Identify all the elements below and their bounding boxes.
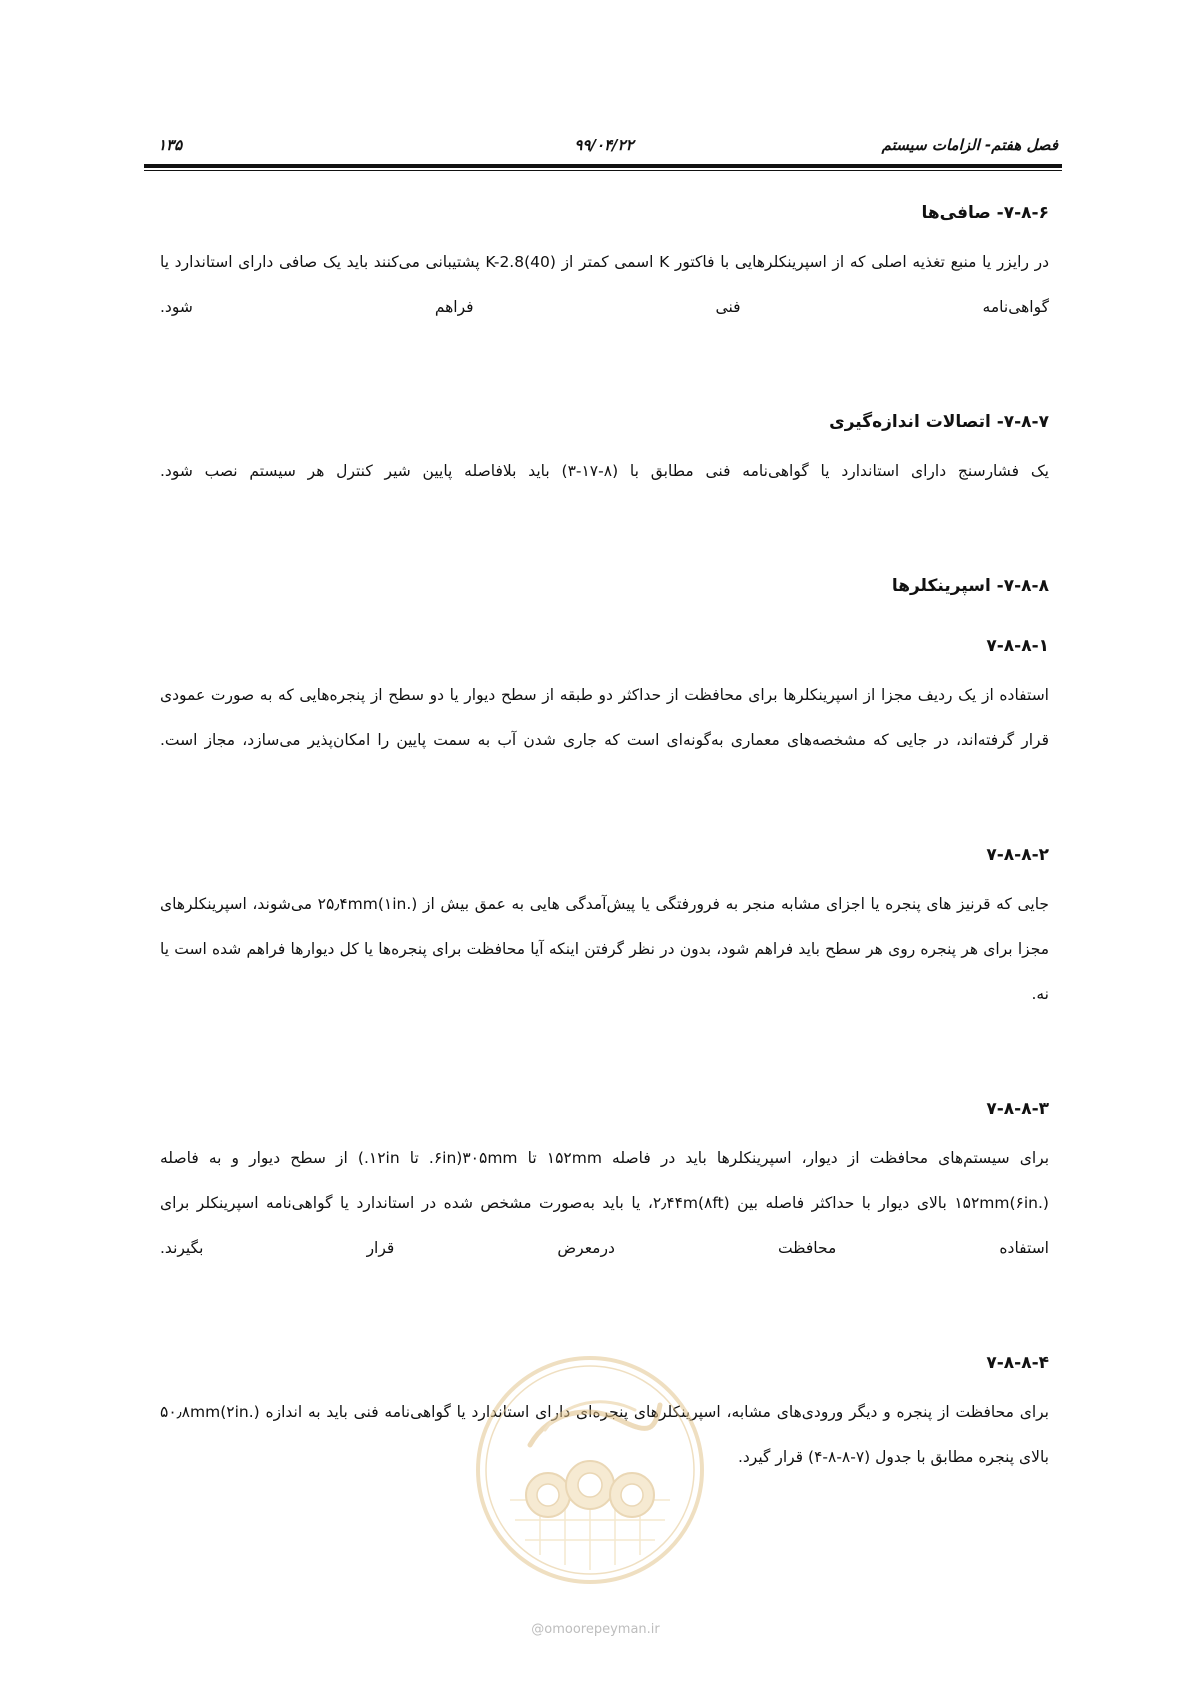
page-header (150, 132, 1058, 160)
clause-number-2: ۷-۸-۸-۲ (986, 845, 1049, 865)
header-rule-thin (144, 170, 1062, 171)
watermark-url: @omoorepeyman.ir (531, 1622, 660, 1637)
header-rule-thick (144, 164, 1062, 168)
section-heading-strainers: ۷-۸-۶- صافی‌ها (921, 203, 1049, 223)
clause-text-1: استفاده از یک ردیف مجزا از اسپرینکلرها برای محافظت از حداکثر دو طبقه از سطح دیوار یا دو سطح از پنجره‌هایی که به صورت عمودی قرار گرفته‌اند، در جایی که مشخصه‌های معماری به‌گونه‌ای است که جاری شدن آب به سمت پایین را امکان‌پذیر می‌سازد، مجاز است. (160, 686, 1049, 749)
document-body (160, 200, 1049, 1480)
watermark-logo (470, 1350, 710, 1590)
clause-number-4: ۷-۸-۸-۴ (986, 1353, 1049, 1373)
chapter-title: فصل هفتم- الزامات سیستم (881, 136, 1058, 154)
section-text-strainers: در رایزر یا منبع تغذیه اصلی که از اسپرینکلرهایی با فاکتور K اسمی کمتر از K-2.8(40) پشتیبانی می‌کنند باید یک صافی دارای استاندارد یا گواهی‌نامه فنی فراهم شود. (160, 253, 1050, 316)
clause-text-2: جایی که قرنیز های پنجره یا اجزای مشابه منجر به فرورفتگی یا پیش‌آمدگی هایی به عمق بیش از ۲۵٫۴mm(۱in.) می‌شوند، اسپرینکلرهای مجزا برای هر پنجره روی هر سطح باید فراهم شود، بدون در نظر گرفتن اینکه آیا محافظت برای پنجره‌ها یا کل دیوارها فراهم شده است یا نه. (160, 895, 1049, 1003)
clause-text-4: برای محافظت از پنجره و دیگر ورودی‌های مشابه، اسپرینکلرهای پنجره‌ای دارای استاندارد یا گواهی‌نامه فنی باید به اندازه ۵۰٫۸mm(۲in.) بالای پنجره مطابق با جدول (۷-۸-۸-۴) قرار گیرد. (160, 1403, 1049, 1466)
section-heading-gauge-connections: ۷-۸-۷- اتصالات اندازه‌گیری (829, 412, 1049, 432)
section-text-gauge-connections: یک فشارسنج دارای استاندارد یا گواهی‌نامه فنی مطابق با (۸-۱۷-۳) باید بلافاصله پایین شیر کنترل هر سیستم نصب شود. (160, 462, 1049, 480)
clause-number-3: ۷-۸-۸-۳ (986, 1099, 1049, 1119)
clause-number-1: ۷-۸-۸-۱ (986, 636, 1049, 656)
clause-text-3: برای سیستم‌های محافظت از دیوار، اسپرینکلرها باید در فاصله ۱۵۲mm تا ۳۰۵mm(۶in. تا ۱۲in.) از سطح دیوار و به فاصله ۱۵۲mm(۶in.) بالای دیوار با حداکثر فاصله بین ۲٫۴۴m(۸ft)، یا باید به‌صورت مشخص شده در استاندارد یا گواهی‌نامه اسپرینکلر برای استفاده محافظت درمعرض قرار بگیرند. (160, 1149, 1050, 1257)
section-heading-sprinklers: ۷-۸-۸- اسپرینکلرها (891, 576, 1049, 596)
page-number: ۱۳۵ (158, 136, 183, 154)
header-date: ۹۹/۰۴/۲۲ (574, 136, 634, 154)
